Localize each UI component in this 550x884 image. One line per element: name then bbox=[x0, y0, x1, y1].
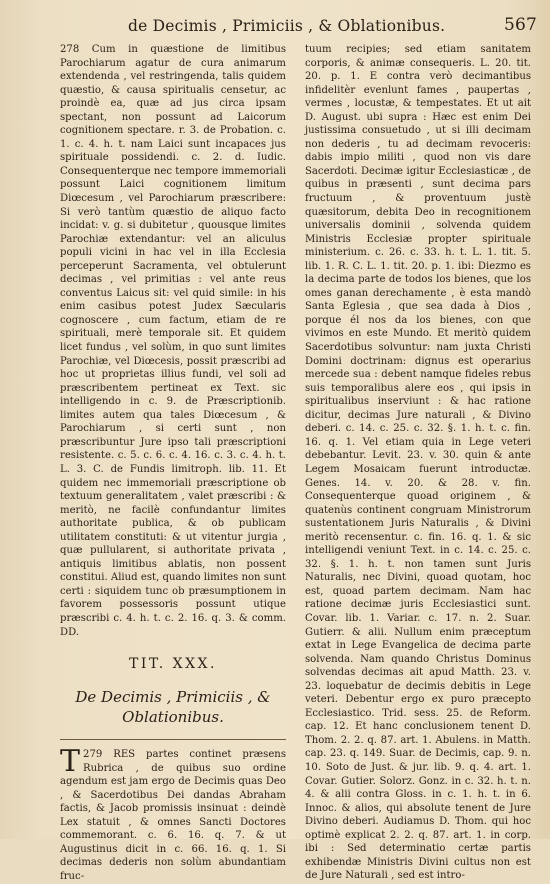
paragraph-279 bbox=[60, 744, 286, 883]
section-subtitle bbox=[60, 687, 286, 727]
page-number: 567 bbox=[504, 15, 538, 35]
subtitle-line-1: De Decimis , Primiciis , & bbox=[75, 688, 271, 707]
paragraph-278: 278 Cum in quæstione de limitibus Parochiarum agatur de cura animarum extendenda , vel restringenda, talis quidem quæstio, & causa spiritualis censetur, ac proindè ea, quæ ad jus circa ipsam spectant, non possunt ad Laicorum cognitionem spectare. r. 3. de Probation. c. 1. c. 4. h. t. nam Laici sunt incapaces jus spirituale possidendi. c. 2. d. Iudic. Consequenterque nec tempore immemoriali possunt Laici cognitionem limitum Diœcesum , vel Parochiarum præscribere: Si verò tantùm quæstio de aliquo facto incidat: v. g. si dubitetur , quousque limites Parochiæ extendantur: vel an aliculus populi vicini in hac vel in illa Ecclesia perceperunt Sacramenta, vel obtulerunt decimas , vel primitias : vel ante reus conventus Laicus sit: vel quid simile: in his enim casibus potest Judex Sæcularis cognoscere , cum factum, etiam de re spirituali, merè temporale sit. Et quidem licet fundus , vel solùm, in quo sunt limites Parochiæ, vel Diœcesis, possit præscribi ad hoc ut proprietas illius fundi, vel soli ad præscribentem pertineat ex Text. sic intelligendo in c. 9. de Præscriptionib. limites autem qua tales Diœcesum , & Parochiarum , si certi sunt , non præscribuntur Jure ipso tali præscriptioni resistente. c. 5. c. 6. c. 4. 16. c. 3. c. 4. h. t. L. 3. C. de Fundis limitroph. lib. 11. Et quidem nec immemoriali præscriptione ob textuum generalitatem , valet præscribi : & meritò, ne facilè confundantur limites authoritate publica, & ob publicam utilitatem constituti: & ut vitentur jurgia , quæ pullularent, si authoritate privata , antiquis limitibus ablatis, non possent constitui. Aliud est, quando limites non sunt certi : siquidem tunc ob præsumptionem in favorem possessoris possunt utique præscribi c. 4. h. t. c. 2. 16. q. 3. & comm. DD. bbox=[60, 44, 286, 638]
right-column-text: tuum recipies; sed etiam sanitatem corporis, & animæ consequeris. L. 20. tit. 20. p. 1. E contra verò decimantibus infidelitèr evenlunt fames , paupertas , vermes , locustæ, & tempestates. Et ut ait D. August. ubi supra : Hæc est enim Dei justissima consuetudo , ut si illi decimam non dederis , tu ad decimam revoceris: dabis impio militi , quod non vis dare Sacerdoti. Decimæ igitur Ecclesiasticæ , de quibus in præsenti , sunt decima pars fructuum , & proventuum justè quæsitorum, debita Deo in recognitionem universalis dominii , solvenda quidem Ministris Ecclesiæ propter spirituale ministerium. c. 26. c. 33. h. t. L. 1. tit. 5. lib. 1. R. C. L. 1. tit. 20. p. 1. ibi: Diezmo es la decima parte de todos los bienes, que los omes ganan derechamente , è esta mandò Santa Eglesia , que sea dada à Dios , porque él nos da los bienes, con que vivimos en este Mundo. Et meritò quidem Sacerdotibus solvuntur: nam juxta Christi Domini doctrinam: dignus est operarius mercede sua : debent namque fideles rebus suis temporalibus alere eos , qui ipsis in spiritualibus inserviunt : & hac ratione dicitur, decimas Jure naturali , & Divino deberi. c. 14. c. 25. c. 32. §. 1. h. t. c. fin. 16. q. 1. Vel etiam quia in Lege veteri debebantur. Levit. 23. v. 30. quin & ante Legem Mosaicam fuerunt introductæ. Genes. 14. v. 20. & 28. v. fin. Consequenterque quoad originem , & quatenùs continent congruam Ministrorum sustentationem Juris Naturalis , & Divini meritò recensentur. c. fin. 16. q. 1. & sic intelligendi veniunt Text. in c. 14. c. 25. c. 32. §. 1. h. t. non tamen sunt Juris Naturalis, nec Divini, quoad quotam, hoc est, quoad partem decimam. Nam hac ratione decimæ juris Ecclesiastici sunt. Covar. lib. 1. Variar. c. 17. n. 2. Suar. Gutierr. & alii. Nullum enim præceptum extat in Lege Evangelica de decima parte solvenda. Nam quando Christus Dominus solvendas decimas ait apud Matth. 23. v. 23. loquebatur de decimis debitis in Lege veteri. Debentur ergo ex puro præcepto Ecclesiastico. Trid. sess. 25. de Reform. cap. 12. Et hanc conclusionem tenent D. Thom. 2. 2. q. 87. art. 1. Abulens. in Matth. cap. 23. q. 149. Suar. de Decimis, cap. 9. n. 10. Soto de Just. & jur. lib. 9. q. 4. art. 1. Covar. Gutier. Solorz. Gonz. in c. 32. h. t. n. 4. & alii contra Gloss. in c. 1. h. t. in 6. Innoc. & alios, qui absolute tenent de Jure Divino deberi. Audiamus D. Thom. qui hoc optimè explicat 2. 2. q. 87. art. 1. in corp. ibi : Sed determinatio certæ partis exhibendæ Ministris Divini cultus non est de Jure Naturali , sed est intro- bbox=[305, 44, 531, 882]
left-column bbox=[60, 43, 286, 884]
paragraph-number: 279 bbox=[83, 749, 103, 761]
subtitle-line-2: Oblationibus. bbox=[122, 708, 224, 727]
paragraph-279-text: RES partes continet præsens Rubrica , de quibus suo ordine agendum est jam ergo de Decimis quas Deo , & Sacerdotibus Dei dandas Abraham factis, & Jacob promissis insinuat : deindè Lex statuit , & omnes Sancti Doctores commemorant. c. 6. 16. q. 7. & ut Augustinus dicit in c. 66. 16. q. 1. Si decimas dederis non solùm abundantiam fruc- bbox=[60, 749, 286, 882]
running-header bbox=[0, 15, 550, 39]
section-heading: TIT. XXX. bbox=[129, 656, 217, 673]
divider bbox=[60, 739, 286, 740]
right-column bbox=[305, 43, 531, 883]
drop-cap: T bbox=[60, 744, 81, 780]
running-title: de Decimis , Primiciis , & Oblationibus. bbox=[128, 17, 446, 35]
